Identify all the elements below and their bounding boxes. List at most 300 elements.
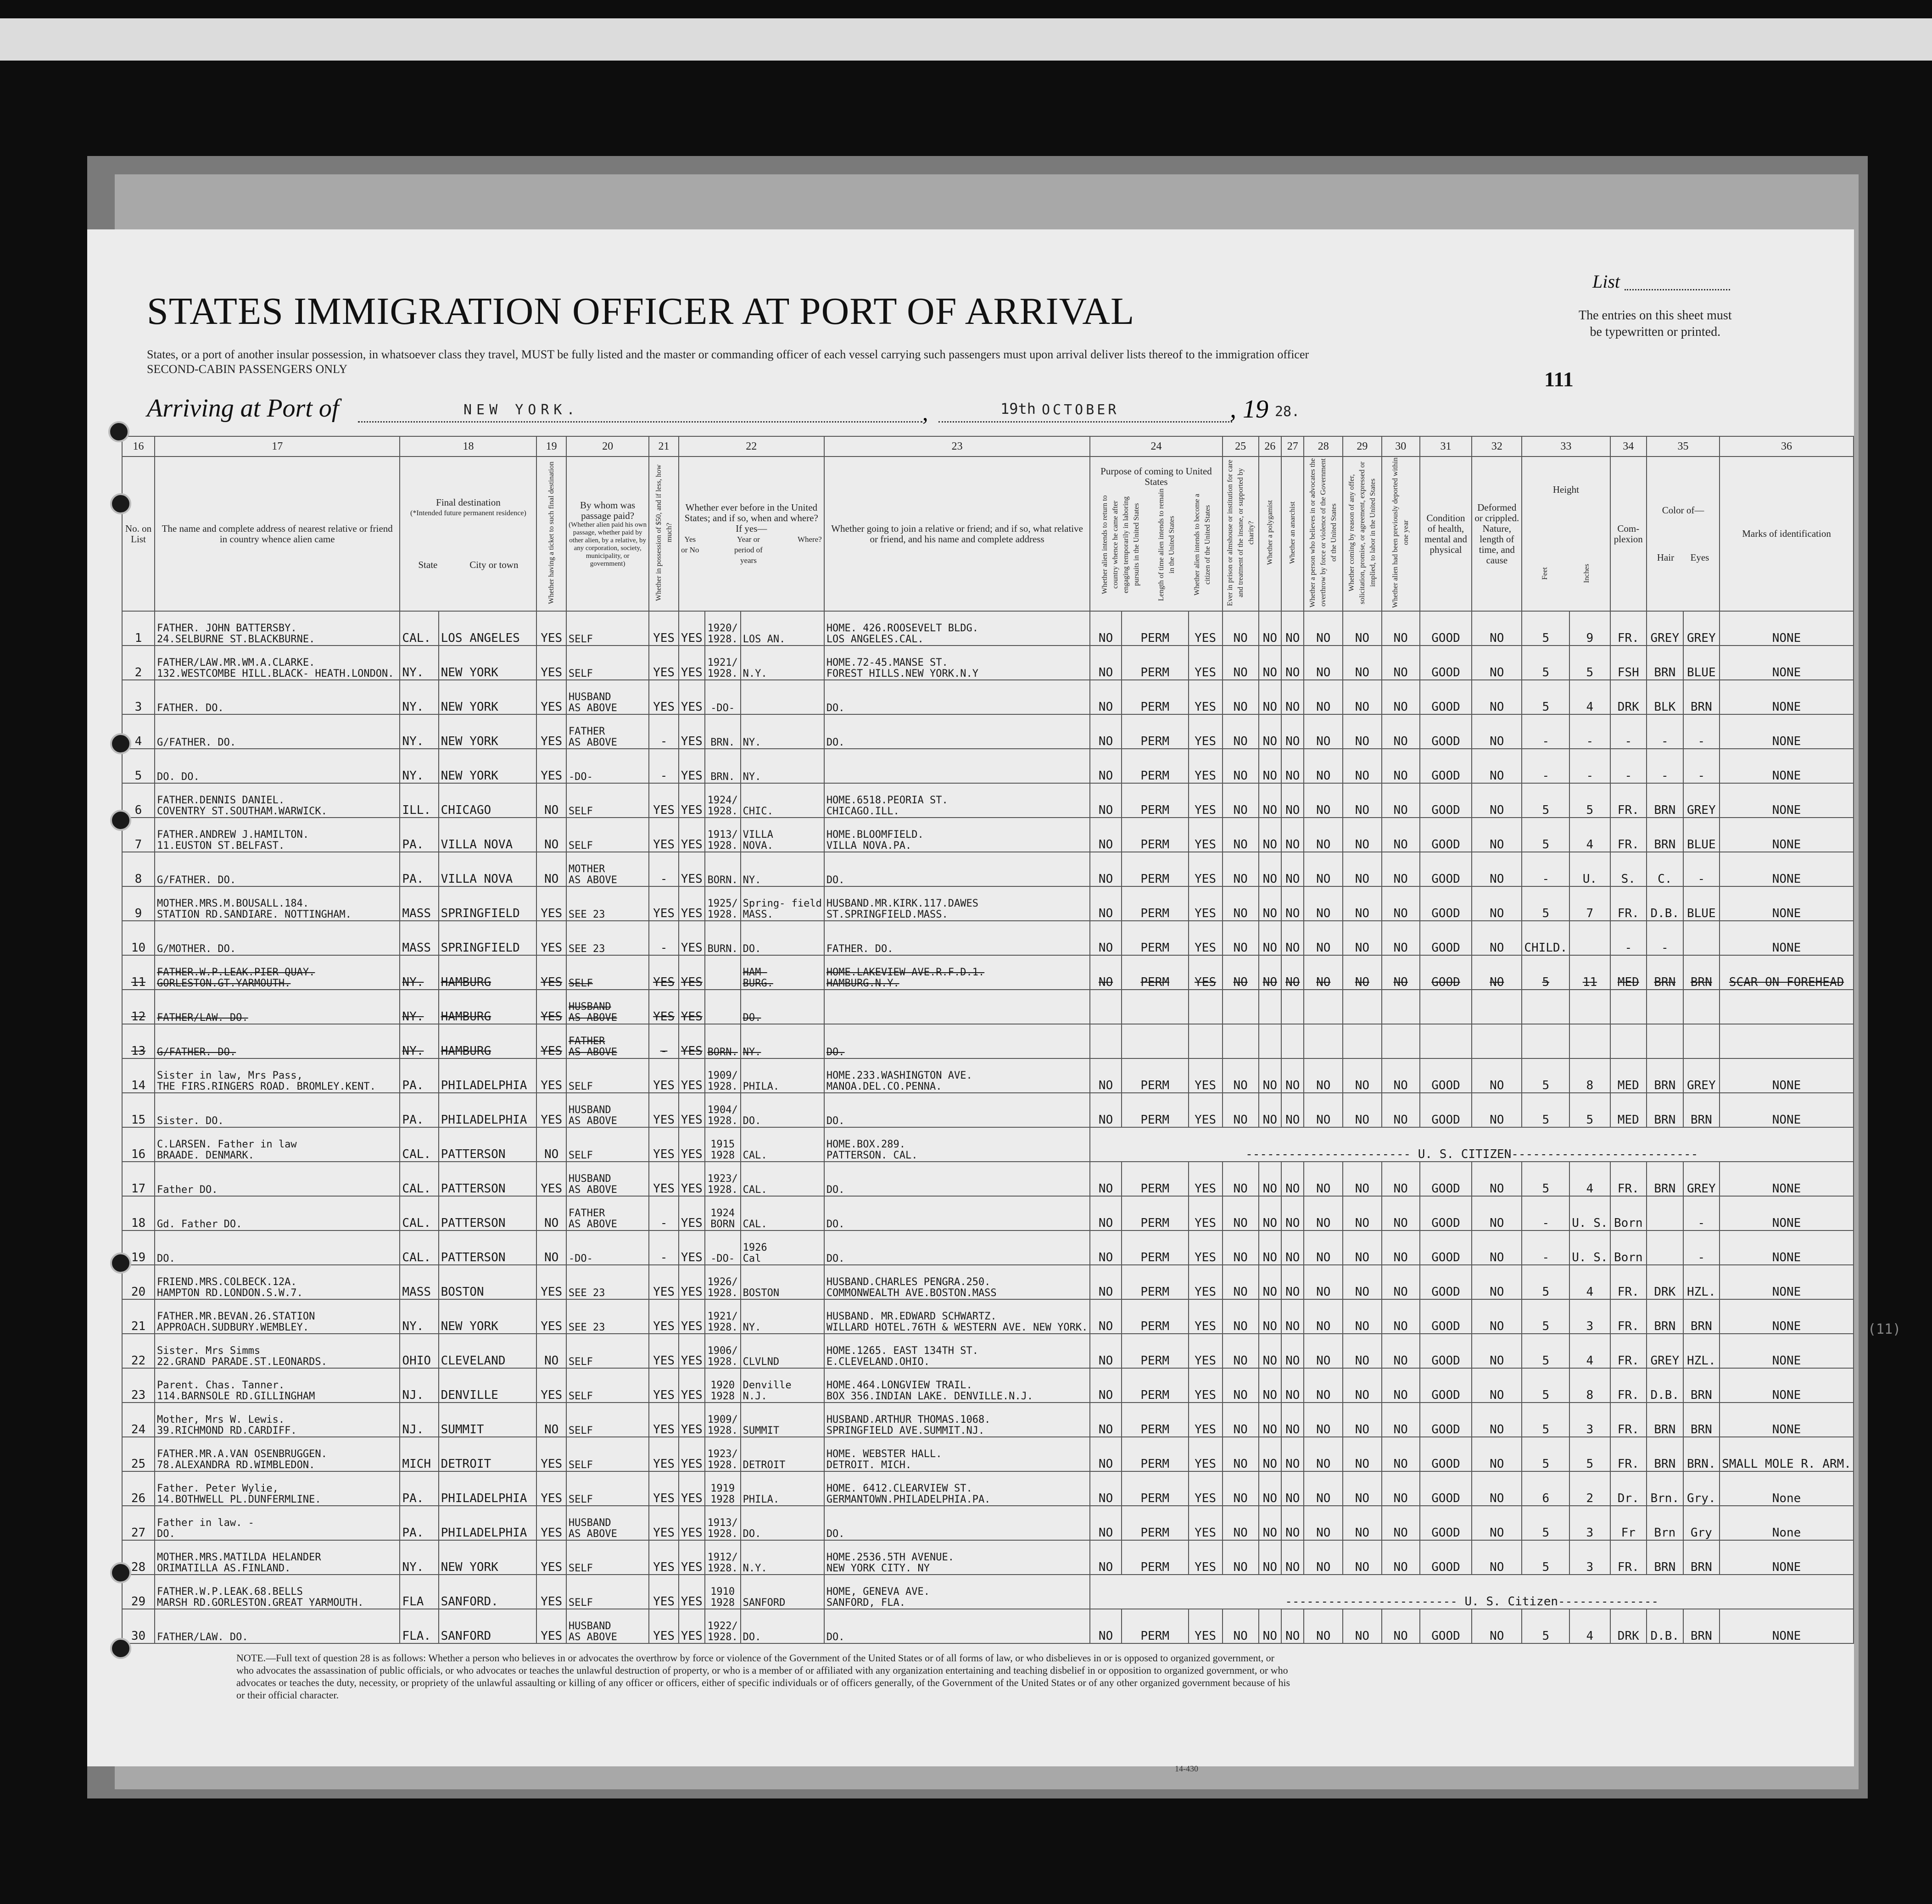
cell-inches bbox=[1569, 921, 1610, 955]
cell-passage-paid-line: HUSBAND bbox=[568, 691, 611, 703]
cell-prison: NO bbox=[1223, 1196, 1259, 1230]
cell-polygamist: NO bbox=[1259, 921, 1281, 955]
cell-relative-abroad bbox=[155, 1334, 400, 1368]
cell-money-50: YES bbox=[649, 1437, 678, 1471]
cell-year-period bbox=[705, 714, 741, 749]
cell-q30: NO bbox=[1382, 818, 1420, 852]
cell-joining bbox=[824, 1403, 1090, 1437]
cell-ticket: YES bbox=[536, 1437, 566, 1471]
cell-purpose-citizen: YES bbox=[1189, 1506, 1223, 1540]
table-row bbox=[122, 1299, 1854, 1334]
cell-passage-paid bbox=[566, 990, 649, 1024]
cell-q29: NO bbox=[1343, 680, 1382, 714]
manifest-rows bbox=[122, 611, 1854, 1643]
cell-relative-abroad-line: Father. Peter Wylie, bbox=[156, 1483, 279, 1494]
cell-q29: NO bbox=[1343, 749, 1382, 783]
cell-q30: NO bbox=[1382, 1265, 1420, 1299]
cell-deformed: NO bbox=[1472, 818, 1522, 852]
cell-where-line: Spring- field bbox=[743, 898, 822, 909]
cell-health: GOOD bbox=[1420, 1403, 1472, 1437]
cell-purpose-length: PERM bbox=[1122, 1471, 1189, 1506]
cell-where-line: MASS. bbox=[743, 909, 773, 920]
cell-relative-abroad bbox=[155, 1368, 400, 1403]
cell-passage-paid bbox=[566, 1196, 649, 1230]
table-row bbox=[122, 1058, 1854, 1093]
binding-hole bbox=[110, 493, 131, 514]
cell-relative-abroad-line: 11.EUSTON ST.BELFAST. bbox=[156, 840, 285, 852]
cell-purpose-length: PERM bbox=[1122, 1403, 1189, 1437]
cell-eyes: GREY bbox=[1683, 783, 1720, 818]
cell-purpose-length: PERM bbox=[1122, 1368, 1189, 1403]
cell-polygamist bbox=[1259, 990, 1281, 1024]
cell-money-50: - bbox=[649, 714, 678, 749]
cell-row-number: 26 bbox=[122, 1471, 155, 1506]
cell-prison: NO bbox=[1223, 1093, 1259, 1127]
cell-relative-abroad-line: FATHER.ANDREW J.HAMILTON. bbox=[156, 829, 309, 841]
cell-deformed: NO bbox=[1472, 955, 1522, 990]
cell-row-number: 29 bbox=[122, 1575, 155, 1609]
cell-year-period-line: -DO- bbox=[710, 702, 735, 714]
cell-year-period-line: 1920/ bbox=[707, 623, 738, 634]
cell-feet: 5 bbox=[1522, 1403, 1569, 1437]
cell-feet: 5 bbox=[1522, 1093, 1569, 1127]
cell-state: PA. bbox=[400, 1471, 438, 1506]
cell-purpose-length: PERM bbox=[1122, 1334, 1189, 1368]
cell-year-period-line: 1928. bbox=[707, 1322, 738, 1333]
cell-city: DETROIT bbox=[439, 1437, 537, 1471]
cell-deformed: NO bbox=[1472, 1058, 1522, 1093]
cell-city: HAMBURG bbox=[439, 990, 537, 1024]
cell-where bbox=[741, 852, 824, 886]
cell-year-period-line: BORN. bbox=[707, 874, 738, 886]
film-strip-top bbox=[0, 18, 1932, 61]
cell-relative-abroad-line: FATHER. DO. bbox=[156, 702, 224, 714]
cell-health: GOOD bbox=[1420, 1058, 1472, 1093]
header-feet: Feet bbox=[1541, 567, 1549, 580]
cell-passage-paid-line: SELF bbox=[568, 1459, 593, 1471]
cell-health: GOOD bbox=[1420, 955, 1472, 990]
cell-q28: NO bbox=[1304, 1437, 1343, 1471]
cell-ticket: YES bbox=[536, 1162, 566, 1196]
cell-year-period bbox=[705, 1471, 741, 1506]
cell-q30: NO bbox=[1382, 646, 1420, 680]
cell-city: PHILADELPHIA bbox=[439, 1058, 537, 1093]
cell-where bbox=[741, 818, 824, 852]
cell-anarchist: NO bbox=[1281, 1540, 1304, 1575]
cell-relative-abroad-line: FATHER/LAW. DO. bbox=[156, 1631, 248, 1643]
cell-year-period-line: 1920 bbox=[710, 1380, 735, 1391]
cell-row-number: 2 bbox=[122, 646, 155, 680]
cell-joining-line: HOME.6518.PEORIA ST. bbox=[826, 795, 948, 806]
cell-polygamist: NO bbox=[1259, 852, 1281, 886]
header-prison-text: Ever in prison or almshouse or institution for care and treatment of the insane, or supported by charity? bbox=[1226, 459, 1255, 606]
cell-health: GOOD bbox=[1420, 1368, 1472, 1403]
cell-city: VILLA NOVA bbox=[439, 852, 537, 886]
cell-year-period-line: 1928. bbox=[707, 806, 738, 817]
cell-joining bbox=[824, 1334, 1090, 1368]
cell-relative-abroad-line: MARSH RD.GORLESTON.GREAT YARMOUTH. bbox=[156, 1597, 364, 1609]
cell-where bbox=[741, 646, 824, 680]
cell-anarchist: NO bbox=[1281, 955, 1304, 990]
cell-ever-before: YES bbox=[679, 1471, 705, 1506]
cell-where-line: NY. bbox=[743, 1322, 761, 1333]
cell-prison: NO bbox=[1223, 611, 1259, 646]
cell-feet: CHILD. bbox=[1522, 921, 1569, 955]
cell-complexion: DRK bbox=[1610, 680, 1647, 714]
cell-relative-abroad-line: DO. bbox=[156, 1253, 175, 1264]
cell-purpose-return: NO bbox=[1090, 1162, 1121, 1196]
cell-complexion: MED bbox=[1610, 1093, 1647, 1127]
header-anarchist-text: Whether an anarchist bbox=[1289, 501, 1297, 564]
cell-ticket: YES bbox=[536, 1058, 566, 1093]
cell-state: CAL. bbox=[400, 1162, 438, 1196]
cell-joining-line: BOX 356.INDIAN LAKE. DENVILLE.N.J. bbox=[826, 1391, 1033, 1402]
cell-purpose-citizen: YES bbox=[1189, 1265, 1223, 1299]
list-number: 111 bbox=[1544, 367, 1574, 391]
cell-complexion: FR. bbox=[1610, 1334, 1647, 1368]
cell-prison: NO bbox=[1223, 1403, 1259, 1437]
cell-joining-line: DO. bbox=[826, 1631, 845, 1643]
cell-money-50: YES bbox=[649, 1162, 678, 1196]
cell-purpose-return: NO bbox=[1090, 611, 1121, 646]
cell-where bbox=[741, 1334, 824, 1368]
cell-where-line: PHILA. bbox=[743, 1494, 780, 1505]
cell-year-period-line: BORN. bbox=[707, 1047, 738, 1058]
cell-where-line: DO. bbox=[743, 1528, 761, 1540]
cell-ticket: YES bbox=[536, 749, 566, 783]
header-final-destination-title: Final destination bbox=[436, 497, 501, 508]
cell-state: PA. bbox=[400, 1058, 438, 1093]
cell-purpose-citizen: YES bbox=[1189, 1230, 1223, 1265]
cell-marks: NONE bbox=[1720, 749, 1854, 783]
cell-year-period bbox=[705, 990, 741, 1024]
cell-purpose-citizen bbox=[1189, 1024, 1223, 1058]
cell-q29: NO bbox=[1343, 1265, 1382, 1299]
cell-ticket: YES bbox=[536, 611, 566, 646]
cell-eyes: BRN bbox=[1683, 1540, 1720, 1575]
cell-feet: 5 bbox=[1522, 611, 1569, 646]
cell-inches: 3 bbox=[1569, 1299, 1610, 1334]
cell-year-period-line: 1928 bbox=[710, 1150, 735, 1161]
cell-joining bbox=[824, 1437, 1090, 1471]
binding-hole bbox=[110, 1562, 131, 1583]
table-row bbox=[122, 1471, 1854, 1506]
cell-polygamist: NO bbox=[1259, 1162, 1281, 1196]
cell-state: MASS bbox=[400, 886, 438, 921]
cell-where bbox=[741, 1162, 824, 1196]
cell-eyes: BRN bbox=[1683, 1299, 1720, 1334]
cell-ever-before: YES bbox=[679, 1437, 705, 1471]
cell-ever-before: YES bbox=[679, 1093, 705, 1127]
cell-passage-paid-line: AS ABOVE bbox=[568, 1012, 617, 1024]
cell-purpose-length: PERM bbox=[1122, 1230, 1189, 1265]
cell-inches bbox=[1569, 990, 1610, 1024]
cell-inches: 3 bbox=[1569, 1506, 1610, 1540]
page-title: STATES IMMIGRATION OFFICER AT PORT OF ARRIVAL bbox=[147, 290, 1135, 333]
cell-joining-line: HOME.BLOOMFIELD. bbox=[826, 829, 924, 841]
cell-q28: NO bbox=[1304, 783, 1343, 818]
cell-eyes: GREY bbox=[1683, 1162, 1720, 1196]
cell-anarchist: NO bbox=[1281, 1265, 1304, 1299]
binding-hole bbox=[110, 733, 131, 754]
cell-anarchist: NO bbox=[1281, 1196, 1304, 1230]
cell-where bbox=[741, 1368, 824, 1403]
cell-prison: NO bbox=[1223, 1506, 1259, 1540]
list-label-line bbox=[1625, 289, 1730, 290]
cell-money-50: - bbox=[649, 1230, 678, 1265]
cell-anarchist: NO bbox=[1281, 1299, 1304, 1334]
cell-relative-abroad-line: MOTHER.MRS.M.BOUSALL.184. bbox=[156, 898, 309, 909]
cell-complexion: Fr bbox=[1610, 1506, 1647, 1540]
cell-health: GOOD bbox=[1420, 714, 1472, 749]
cell-ticket: YES bbox=[536, 1024, 566, 1058]
colnum-29: 29 bbox=[1343, 436, 1382, 457]
cell-inches: 8 bbox=[1569, 1368, 1610, 1403]
cell-city: HAMBURG bbox=[439, 955, 537, 990]
header-prison bbox=[1223, 457, 1259, 611]
colnum-25: 25 bbox=[1223, 436, 1259, 457]
cell-money-50: - bbox=[649, 1024, 678, 1058]
cell-q30: NO bbox=[1382, 1334, 1420, 1368]
cell-purpose-return: NO bbox=[1090, 1540, 1121, 1575]
cell-year-period-line: 1919 bbox=[710, 1483, 735, 1494]
us-citizen-note: ----------------------- U. S. CITIZEN-------------------------- bbox=[1245, 1147, 1698, 1161]
cell-relative-abroad-line: C.LARSEN. Father in law bbox=[156, 1139, 297, 1150]
cell-ever-before: YES bbox=[679, 1334, 705, 1368]
cell-complexion: FR. bbox=[1610, 1437, 1647, 1471]
table-row bbox=[122, 1368, 1854, 1403]
cell-purpose-return: NO bbox=[1090, 680, 1121, 714]
cell-year-period-line: 1928. bbox=[707, 1425, 738, 1436]
cell-joining bbox=[824, 1609, 1090, 1643]
cell-joining-line: HOME, GENEVA AVE. bbox=[826, 1586, 930, 1598]
cell-relative-abroad-line: FATHER.MR.BEVAN.26.STATION bbox=[156, 1311, 315, 1322]
cell-year-period bbox=[705, 749, 741, 783]
cell-city: VILLA NOVA bbox=[439, 818, 537, 852]
cell-hair: - bbox=[1647, 921, 1683, 955]
cell-joining bbox=[824, 783, 1090, 818]
cell-health: GOOD bbox=[1420, 852, 1472, 886]
cell-purpose-citizen: YES bbox=[1189, 1162, 1223, 1196]
cell-city: CLEVELAND bbox=[439, 1334, 537, 1368]
cell-complexion bbox=[1610, 990, 1647, 1024]
cell-purpose-return: NO bbox=[1090, 1265, 1121, 1299]
cell-row-number: 11 bbox=[122, 955, 155, 990]
cell-city: LOS ANGELES bbox=[439, 611, 537, 646]
cell-hair bbox=[1647, 990, 1683, 1024]
cell-deformed: NO bbox=[1472, 1471, 1522, 1506]
cell-where bbox=[741, 921, 824, 955]
cell-ever-before: YES bbox=[679, 1609, 705, 1643]
cell-joining bbox=[824, 921, 1090, 955]
cell-passage-paid-line: SELF bbox=[568, 1563, 593, 1574]
cell-relative-abroad-line: FATHER.MR.A.VAN OSENBRUGGEN. bbox=[156, 1448, 327, 1460]
cell-row-number: 17 bbox=[122, 1162, 155, 1196]
cell-passage-paid bbox=[566, 921, 649, 955]
cell-q30: NO bbox=[1382, 611, 1420, 646]
cell-q29: NO bbox=[1343, 646, 1382, 680]
binding-hole bbox=[108, 421, 129, 442]
cell-inches: 2 bbox=[1569, 1471, 1610, 1506]
cell-q29: NO bbox=[1343, 886, 1382, 921]
cell-passage-paid-line: SELF bbox=[568, 1356, 593, 1368]
cell-ever-before: YES bbox=[679, 818, 705, 852]
cell-state: NY. bbox=[400, 646, 438, 680]
cell-passage-paid-line: SELF bbox=[568, 1597, 593, 1609]
cell-deformed: NO bbox=[1472, 749, 1522, 783]
colnum-30: 30 bbox=[1382, 436, 1420, 457]
cell-eyes: - bbox=[1683, 1230, 1720, 1265]
cell-joining bbox=[824, 749, 1090, 783]
cell-money-50: YES bbox=[649, 1334, 678, 1368]
cell-relative-abroad-line: THE FIRS.RINGERS ROAD. BROMLEY.KENT. bbox=[156, 1081, 376, 1092]
cell-hair: BRN bbox=[1647, 818, 1683, 852]
cell-ticket: NO bbox=[536, 818, 566, 852]
colnum-32: 32 bbox=[1472, 436, 1522, 457]
header-eyes: Eyes bbox=[1690, 551, 1709, 563]
cell-year-period-line: 1928 bbox=[710, 1391, 735, 1402]
cell-eyes: - bbox=[1683, 1196, 1720, 1230]
cell-q29: NO bbox=[1343, 1058, 1382, 1093]
cell-deformed: NO bbox=[1472, 1437, 1522, 1471]
cell-joining bbox=[824, 955, 1090, 990]
cell-money-50: YES bbox=[649, 886, 678, 921]
cell-state: CAL. bbox=[400, 611, 438, 646]
cell-money-50: YES bbox=[649, 680, 678, 714]
cell-health bbox=[1420, 1024, 1472, 1058]
cell-state: CAL. bbox=[400, 1127, 438, 1162]
cell-joining-line: LOS ANGELES.CAL. bbox=[826, 634, 924, 645]
cell-money-50: - bbox=[649, 852, 678, 886]
cell-eyes bbox=[1683, 921, 1720, 955]
cell-ever-before: YES bbox=[679, 1540, 705, 1575]
table-row bbox=[122, 1196, 1854, 1230]
table-row bbox=[122, 714, 1854, 749]
cell-joining-line: SPRINGFIELD AVE.SUMMIT.NJ. bbox=[826, 1425, 985, 1436]
cell-hair bbox=[1647, 1230, 1683, 1265]
cell-purpose-citizen: YES bbox=[1189, 680, 1223, 714]
cell-relative-abroad-line: COVENTRY ST.SOUTHAM.WARWICK. bbox=[156, 806, 327, 817]
cell-passage-paid bbox=[566, 749, 649, 783]
cell-passage-paid-line: SELF bbox=[568, 634, 593, 645]
cell-relative-abroad bbox=[155, 714, 400, 749]
header-complexion: Com-plexion bbox=[1610, 457, 1647, 611]
cell-relative-abroad-line: Gd. Father DO. bbox=[156, 1219, 242, 1230]
cell-eyes: BRN bbox=[1683, 1609, 1720, 1643]
cell-health: GOOD bbox=[1420, 1334, 1472, 1368]
cell-passage-paid-line: AS ABOVE bbox=[568, 1047, 617, 1058]
cell-relative-abroad bbox=[155, 749, 400, 783]
cell-joining-line: HOME.1265. EAST 134TH ST. bbox=[826, 1345, 978, 1357]
cell-q30: NO bbox=[1382, 1093, 1420, 1127]
cell-ever-before: YES bbox=[679, 886, 705, 921]
cell-eyes: Gry. bbox=[1683, 1471, 1720, 1506]
header-purpose bbox=[1090, 457, 1222, 611]
cell-joining bbox=[824, 1127, 1090, 1162]
cell-year-period-line: 1906/ bbox=[707, 1345, 738, 1357]
cell-joining-line: DO. bbox=[826, 1528, 845, 1540]
cell-year-period-line: 1928 bbox=[710, 1494, 735, 1505]
cell-city: PATTERSON bbox=[439, 1230, 537, 1265]
cell-hair: BRN bbox=[1647, 955, 1683, 990]
cell-q28: NO bbox=[1304, 611, 1343, 646]
cell-ever-before: YES bbox=[679, 1058, 705, 1093]
table-row bbox=[122, 749, 1854, 783]
footnote: NOTE.—Full text of question 28 is as follows: Whether a person who believes in or advocates the overthrow by force or violence of the Government of the United States or of all forms of law, or who disbelieves in or is opposed to organized government, or who advocates the assassination of public officials, or who advocates or teaches the unlawful destruction of property, or who is a member of or affiliated with any organization entertaining and teaching disbelief in or opposition to organized government, or who advocates or teaches the duty, necessity, or propriety of the unlawful assaulting or killing of any officer or officers, either of specific individuals or of officers generally, of the Government of the United States or of any other organized government because of his or their official character. bbox=[236, 1652, 1290, 1701]
cell-where-line: VILLA bbox=[743, 829, 773, 841]
cell-joining-line: DO. bbox=[826, 1253, 845, 1264]
cell-passage-paid-line: AS ABOVE bbox=[568, 737, 617, 748]
cell-purpose-return: NO bbox=[1090, 1506, 1121, 1540]
cell-health: GOOD bbox=[1420, 680, 1472, 714]
cell-inches: 4 bbox=[1569, 1609, 1610, 1643]
cell-year-period-line: 1924 bbox=[710, 1208, 735, 1219]
cell-money-50: YES bbox=[649, 1575, 678, 1609]
colnum-31: 31 bbox=[1420, 436, 1472, 457]
entries-note-line2: be typewritten or printed. bbox=[1590, 325, 1721, 339]
cell-relative-abroad bbox=[155, 1058, 400, 1093]
cell-relative-abroad-line: HAMPTON RD.LONDON.S.W.7. bbox=[156, 1287, 303, 1299]
cell-complexion: FR. bbox=[1610, 1265, 1647, 1299]
cell-q29: NO bbox=[1343, 1334, 1382, 1368]
cell-q30: NO bbox=[1382, 852, 1420, 886]
cell-purpose-citizen: YES bbox=[1189, 921, 1223, 955]
cell-joining-line: MANOA.DEL.CO.PENNA. bbox=[826, 1081, 942, 1092]
cell-polygamist: NO bbox=[1259, 783, 1281, 818]
cell-joining bbox=[824, 1299, 1090, 1334]
cell-joining-line: DO. bbox=[826, 737, 845, 748]
cell-year-period bbox=[705, 1162, 741, 1196]
cell-ticket: YES bbox=[536, 1575, 566, 1609]
cell-q29: NO bbox=[1343, 921, 1382, 955]
header-passage-title: By whom was passage paid? bbox=[580, 499, 636, 521]
cell-year-period-line: 1923/ bbox=[707, 1448, 738, 1460]
cell-q28: NO bbox=[1304, 749, 1343, 783]
binding-hole bbox=[110, 810, 131, 831]
cell-health: GOOD bbox=[1420, 1506, 1472, 1540]
cell-joining-line: CHICAGO.ILL. bbox=[826, 806, 899, 817]
cell-relative-abroad bbox=[155, 1230, 400, 1265]
cell-year-period-line: BORN bbox=[710, 1219, 735, 1230]
cell-eyes: BLUE bbox=[1683, 646, 1720, 680]
cell-year-period bbox=[705, 955, 741, 990]
cell-deformed: NO bbox=[1472, 1540, 1522, 1575]
cell-where bbox=[741, 1093, 824, 1127]
cell-prison: NO bbox=[1223, 1058, 1259, 1093]
cell-passage-paid bbox=[566, 1437, 649, 1471]
subtitle-line2: SECOND-CABIN PASSENGERS ONLY bbox=[147, 362, 348, 376]
cell-relative-abroad bbox=[155, 921, 400, 955]
cell-city: PATTERSON bbox=[439, 1162, 537, 1196]
cell-joining-line: DO. bbox=[826, 1184, 845, 1196]
cell-purpose-return: NO bbox=[1090, 1196, 1121, 1230]
cell-where bbox=[741, 955, 824, 990]
cell-year-period bbox=[705, 921, 741, 955]
cell-ever-before: YES bbox=[679, 749, 705, 783]
colnum-26: 26 bbox=[1259, 436, 1281, 457]
cell-where-line: LOS AN. bbox=[743, 634, 786, 645]
cell-joining bbox=[824, 852, 1090, 886]
cell-state: MICH bbox=[400, 1437, 438, 1471]
cell-q28: NO bbox=[1304, 1230, 1343, 1265]
header-if-yes: If yes— bbox=[736, 523, 767, 534]
cell-money-50: YES bbox=[649, 783, 678, 818]
cell-year-period-line: 1922/ bbox=[707, 1620, 738, 1632]
cell-hair: BRN bbox=[1647, 783, 1683, 818]
cell-money-50: - bbox=[649, 921, 678, 955]
cell-purpose-return: NO bbox=[1090, 1299, 1121, 1334]
cell-year-period bbox=[705, 1437, 741, 1471]
